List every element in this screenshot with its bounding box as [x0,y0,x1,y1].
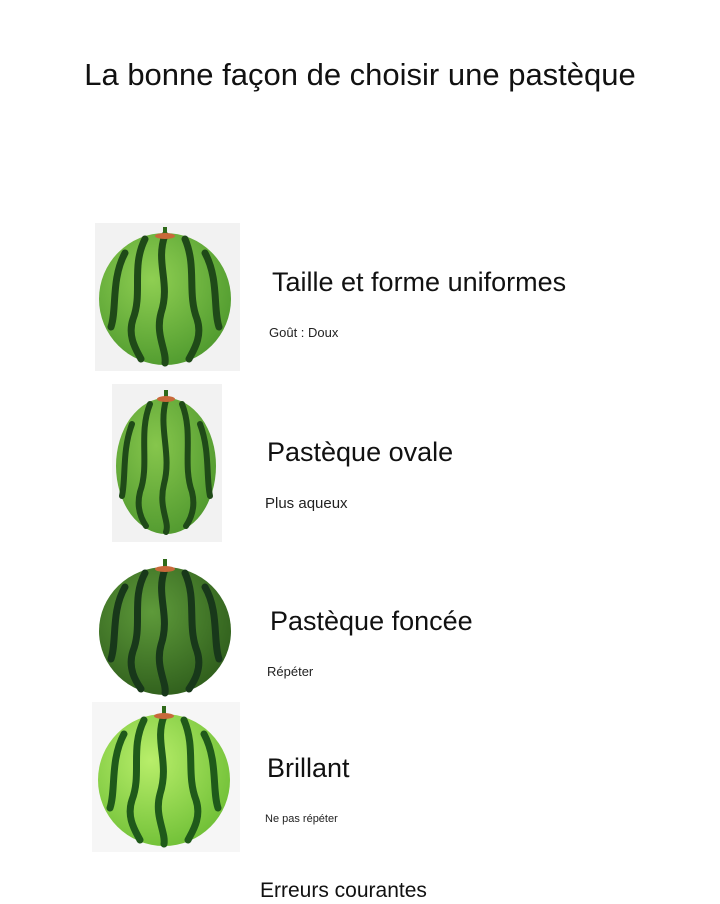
item-caption: Ne pas répéter [265,813,338,825]
shiny-watermelon-icon [92,702,240,852]
dark-watermelon-icon [95,555,240,700]
item-title: Pastèque ovale [267,437,454,467]
oval-watermelon-icon [112,384,222,542]
item-caption: Plus aqueux [265,495,348,512]
item-title: Pastèque foncée [270,606,473,636]
footer-title: Erreurs courantes [260,879,427,902]
round-watermelon-icon [95,223,240,371]
item-caption: Répéter [267,664,314,679]
item-caption: Goût : Doux [269,325,339,340]
item-title: Taille et forme uniformes [272,267,567,297]
item-title: Brillant [267,753,350,783]
page-title: La bonne façon de choisir une pastèque [84,57,636,92]
